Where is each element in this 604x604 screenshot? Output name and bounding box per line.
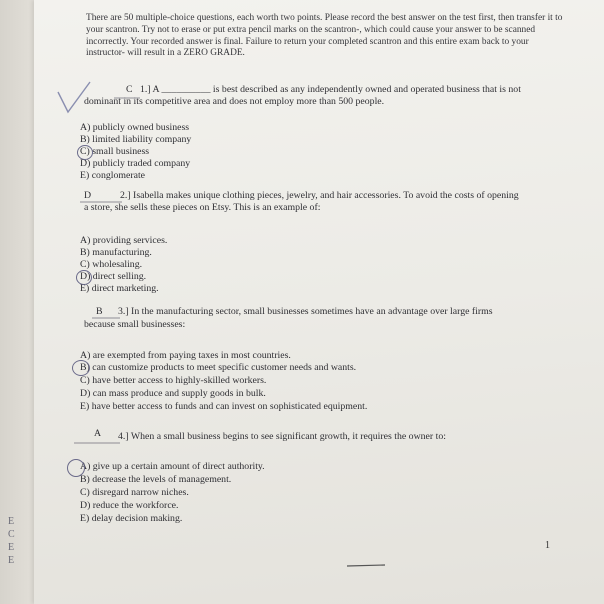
q1-option-a: A) publicly owned business <box>80 122 190 133</box>
q3-option-d: D) can mass produce and supply goods in bulk. <box>80 388 266 399</box>
q3-stem-line1: 3.] In the manufacturing sector, small businesses sometimes have an advantage over large firms <box>118 306 493 317</box>
q2-answer-mark: D <box>84 190 92 201</box>
q1-option-b: B) limited liability company <box>80 134 192 145</box>
exam-instructions: There are 50 multiple-choice questions, each worth two points. Please record the best answer on the test first, then transfer it to your scantron. Try not to erase or put extra pencil marks on the scantron-, which could cause your answer to be scanned incorrectly. Your recorded answer is final. Failure to return your completed scantron and this entire exam back to your instructor- will result in a ZERO GRADE. <box>86 13 563 59</box>
q4-stem-line1: 4.] When a small business begins to see significant growth, it requires the owner to: <box>118 431 446 442</box>
q1-option-d: D) publicly traded company <box>80 158 191 169</box>
q4-option-e: E) delay decision making. <box>80 513 183 524</box>
q3-selected-circle <box>72 360 90 376</box>
q2-stem-line2: a store, she sells these pieces on Etsy. This is an example of: <box>84 202 321 213</box>
q2-option-c: C) wholesaling. <box>80 259 143 270</box>
q2-selected-circle <box>76 270 92 285</box>
q1-answer-mark: C <box>126 84 133 95</box>
q1-stem-line1: 1.] A __________ is best described as any independently owned and operated business that is not <box>140 84 521 95</box>
q2-option-a: A) providing services. <box>80 235 168 246</box>
q4-selected-circle <box>67 459 85 477</box>
q4-option-a: A) give up a certain amount of direct authority. <box>80 461 265 472</box>
q3-stem-line2: because small businesses: <box>84 319 186 330</box>
q2-option-b: B) manufacturing. <box>80 247 152 258</box>
q3-answer-mark: B <box>96 306 103 317</box>
q1-selected-circle <box>77 145 93 160</box>
q4-answer-mark: A <box>94 428 102 439</box>
q2-option-e: E) direct marketing. <box>80 283 159 294</box>
q1-option-e: E) conglomerate <box>80 170 146 181</box>
q4-option-d: D) reduce the workforce. <box>80 500 179 511</box>
q4-option-b: B) decrease the levels of management. <box>80 474 232 485</box>
q3-option-a: A) are exempted from paying taxes in most countries. <box>80 350 291 361</box>
q3-option-c: C) have better access to highly-skilled workers. <box>80 375 267 386</box>
adjacent-page-letters: E C E E <box>8 516 15 566</box>
adjacent-page-strip <box>0 0 34 604</box>
q4-option-c: C) disregard narrow niches. <box>80 487 189 498</box>
q1-option-c: C) small business <box>80 146 150 157</box>
q2-stem-line1: 2.] Isabella makes unique clothing pieces, jewelry, and hair accessories. To avoid the costs of opening <box>120 190 519 201</box>
q2-option-d: D) direct selling. <box>80 271 147 282</box>
page-number: 1 <box>545 540 550 551</box>
q1-stem-line2: dominant in its competitive area and does not employ more than 500 people. <box>84 96 385 107</box>
q3-option-e: E) have better access to funds and can invest on sophisticated equipment. <box>80 401 368 412</box>
q3-option-b: B) can customize products to meet specific customer needs and wants. <box>80 362 357 373</box>
